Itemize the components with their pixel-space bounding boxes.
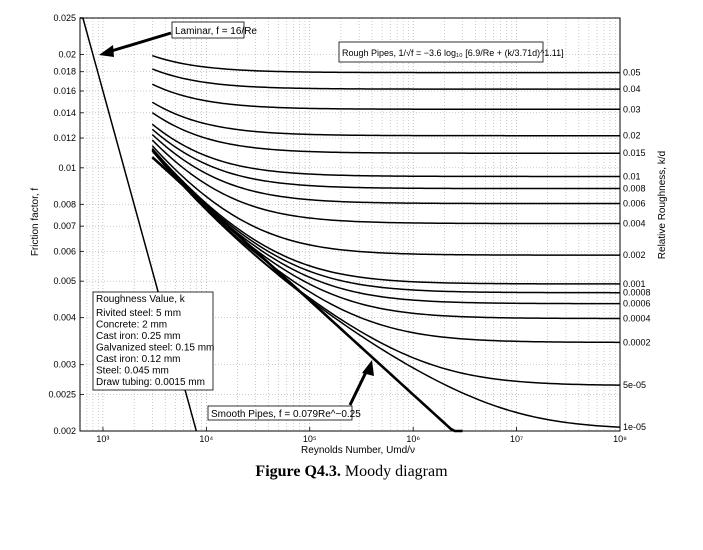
legend-item: Cast iron: 0.12 mm bbox=[96, 354, 181, 365]
roughness-label: 0.05 bbox=[623, 67, 641, 78]
figure-caption bbox=[0, 463, 703, 481]
x-axis-label: Reynolds Number, Umd/ν bbox=[301, 445, 415, 456]
y-axis-label: Friction factor, f bbox=[30, 187, 41, 257]
y-tick-label: 0.0025 bbox=[48, 389, 76, 400]
roughness-label: 0.03 bbox=[623, 104, 641, 115]
smooth-label: Smooth Pipes, f = 0.079Re^−0.25 bbox=[211, 409, 361, 420]
x-tick-label: 10⁷ bbox=[509, 434, 524, 444]
x-tick-label: 10⁸ bbox=[613, 434, 627, 444]
roughness-label: 0.01 bbox=[623, 171, 641, 182]
x-tick-label: 10⁴ bbox=[199, 434, 214, 444]
legend-title: Roughness Value, k bbox=[96, 294, 185, 305]
roughness-curve bbox=[152, 151, 620, 427]
y-tick-label: 0.01 bbox=[58, 162, 76, 173]
legend-item: Draw tubing: 0.0015 mm bbox=[96, 377, 205, 388]
roughness-label: 0.0006 bbox=[623, 298, 651, 309]
laminar-annotation bbox=[99, 22, 257, 57]
rough-annotation bbox=[339, 42, 564, 62]
y-tick-label: 0.014 bbox=[53, 107, 76, 118]
rough-label: Rough Pipes, 1/√f = −3.6 log₁₀ [6.9/Re + (k/3.71d)^1.11] bbox=[342, 48, 564, 58]
roughness-label: 0.0004 bbox=[623, 313, 651, 324]
roughness-curve bbox=[152, 148, 620, 283]
roughness-label: 0.002 bbox=[623, 250, 646, 261]
roughness-legend bbox=[93, 292, 214, 390]
y-tick-label: 0.003 bbox=[53, 359, 76, 370]
roughness-label: 0.015 bbox=[623, 148, 646, 159]
x-tick-label: 10⁵ bbox=[302, 434, 317, 444]
y-tick-label: 0.005 bbox=[53, 276, 76, 287]
roughness-label: 0.04 bbox=[623, 84, 641, 95]
y-tick-labels bbox=[48, 13, 84, 436]
roughness-label: 0.008 bbox=[623, 183, 646, 194]
roughness-curve bbox=[152, 102, 620, 135]
roughness-label: 1e-05 bbox=[623, 422, 647, 433]
legend-item: Rivited steel: 5 mm bbox=[96, 308, 182, 319]
smooth-annotation bbox=[208, 360, 374, 420]
roughness-curve bbox=[152, 124, 620, 176]
roughness-label: 0.02 bbox=[623, 130, 641, 141]
roughness-curve bbox=[152, 84, 620, 109]
y-tick-label: 0.002 bbox=[53, 426, 76, 436]
roughness-label: 0.001 bbox=[623, 278, 646, 289]
x-tick-label: 10⁶ bbox=[406, 434, 421, 444]
roughness-label: 0.0008 bbox=[623, 287, 651, 298]
y-tick-label: 0.012 bbox=[53, 133, 76, 144]
roughness-label: 0.0002 bbox=[623, 337, 651, 348]
roughness-label: 0.004 bbox=[623, 218, 646, 229]
laminar-label: Laminar, f = 16/Re bbox=[175, 26, 257, 37]
roughness-curve bbox=[152, 151, 620, 385]
roughness-curve bbox=[152, 113, 620, 154]
roughness-label: 0.006 bbox=[623, 198, 646, 209]
roughness-curve bbox=[152, 151, 620, 343]
roughness-label: 5e-05 bbox=[623, 380, 647, 391]
roughness-labels bbox=[623, 68, 651, 433]
legend-item: Steel: 0.045 mm bbox=[96, 365, 169, 377]
legend-item: Concrete: 2 mm bbox=[96, 319, 168, 331]
y-tick-label: 0.018 bbox=[53, 66, 76, 77]
y-tick-label: 0.007 bbox=[53, 221, 76, 232]
y-tick-label: 0.004 bbox=[53, 312, 76, 323]
caption-label: Figure Q4.3. bbox=[255, 463, 341, 480]
y-tick-label: 0.025 bbox=[53, 13, 76, 23]
y-tick-label: 0.02 bbox=[58, 49, 76, 60]
y-tick-label: 0.006 bbox=[53, 246, 76, 257]
legend-item: Cast iron: 0.25 mm bbox=[96, 331, 181, 342]
x-tick-label: 10³ bbox=[96, 434, 110, 444]
legend-item: Galvanized steel: 0.15 mm bbox=[96, 342, 215, 354]
y-axis-label-right: Relative Roughness, k/d bbox=[657, 150, 668, 260]
caption-text: Moody diagram bbox=[340, 463, 448, 480]
y-tick-label: 0.016 bbox=[53, 85, 76, 96]
y-tick-label: 0.008 bbox=[53, 199, 76, 210]
